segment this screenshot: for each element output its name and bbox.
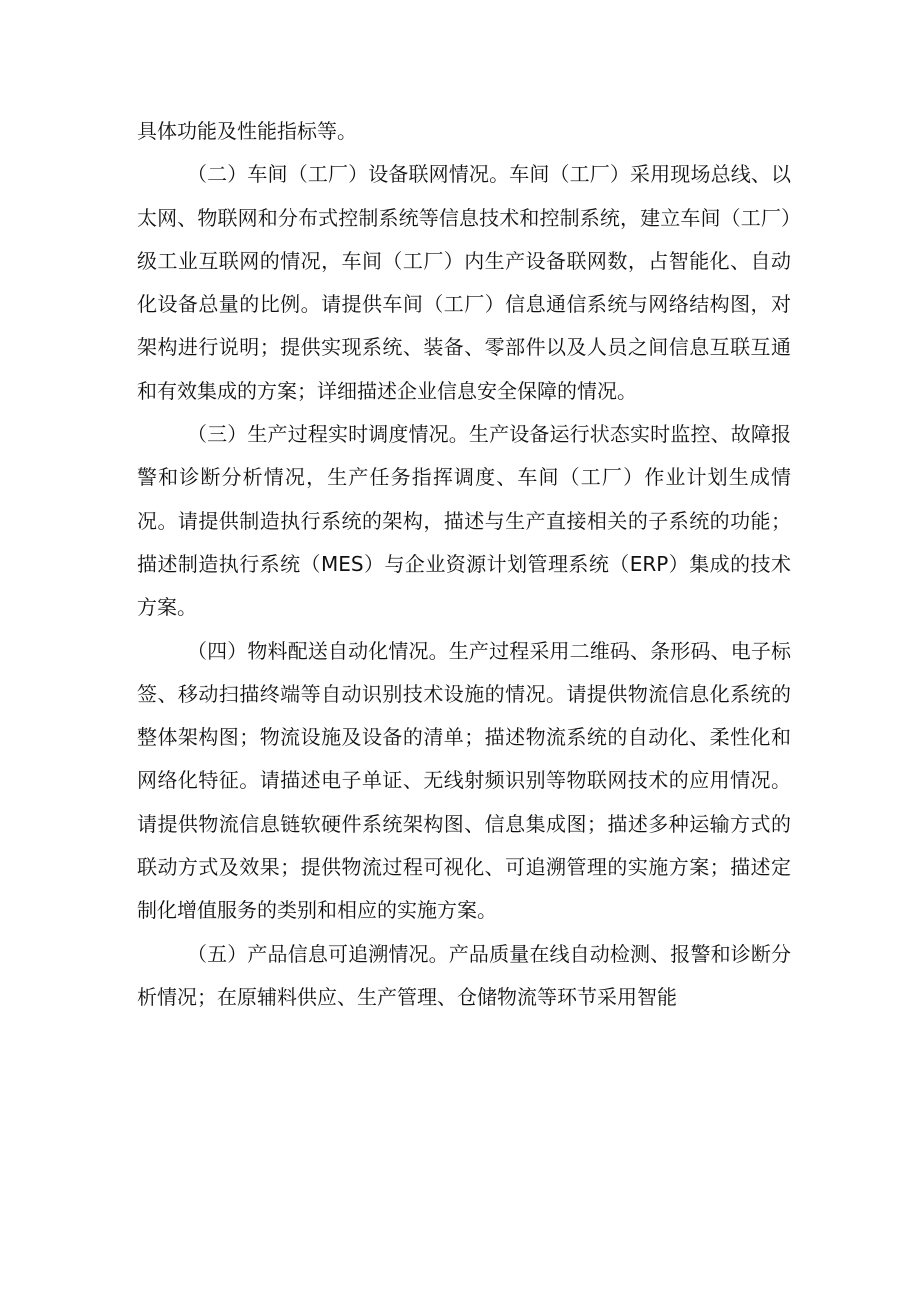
paragraph-network: （二）车间（工厂）设备联网情况。车间（工厂）采用现场总线、以太网、物联网和分布式控制系统等信息技术和控制系统，建立车间（工厂）级工业互联网的情况，车间（工厂）内生产设备联网数，占智能化、自动化设备总量的比例。请提供车间（工厂）信息通信系统与网络结构图，对架构进行说明；提供实现系统、装备、零部件以及人员之间信息互联互通和有效集成的方案；详细描述企业信息安全保障的情况。 bbox=[137, 162, 791, 403]
paragraph-logistics: （四）物料配送自动化情况。生产过程采用二维码、条形码、电子标签、移动扫描终端等自动识别技术设施的情况。请提供物流信息化系统的整体架构图；物流设施及设备的清单；描述物流系统的自动化、柔性化和网络化特征。请描述电子单证、无线射频识别等物联网技术的应用情况。请提供物流信息链软硬件系统架构图、信息集成图；描述多种运输方式的联动方式及效果；提供物流过程可视化、可追溯管理的实施方案；描述定制化增值服务的类别和相应的实施方案。 bbox=[137, 638, 791, 923]
document-body bbox=[137, 110, 791, 1019]
paragraph-traceability: （五）产品信息可追溯情况。产品质量在线自动检测、报警和诊断分析情况；在原辅料供应、生产管理、仓储物流等环节采用智能 bbox=[137, 941, 791, 1009]
paragraph-scheduling: （三）生产过程实时调度情况。生产设备运行状态实时监控、故障报警和诊断分析情况，生产任务指挥调度、车间（工厂）作业计划生成情况。请提供制造执行系统的架构，描述与生产直接相关的子系统的功能；描述制造执行系统（MES）与企业资源计划管理系统（ERP）集成的技术方案。 bbox=[137, 422, 791, 620]
paragraph-continuation: 具体功能及性能指标等。 bbox=[137, 119, 357, 143]
